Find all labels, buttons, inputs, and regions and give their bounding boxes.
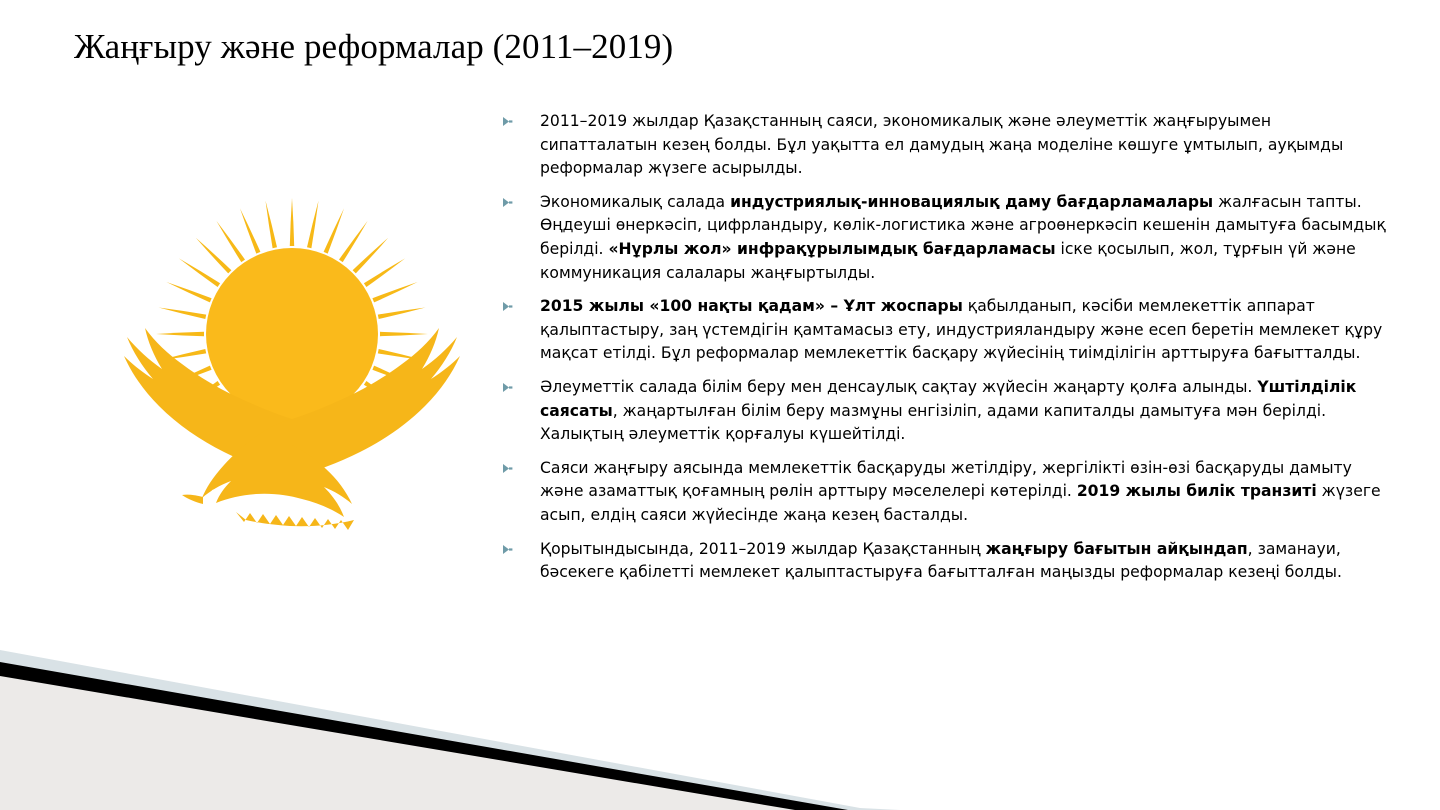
sun-ray <box>380 332 428 336</box>
sun-ray <box>372 282 417 302</box>
bullet-item <box>502 295 1390 366</box>
bullet-text: Әлеуметтік салада білім беру мен денсаулық сақтау жүйесін жаңарту қолға алынды. Үштілділік саясаты, жаңартылған білім беру мазмұны енгізіліп, адами капиталды дамытуға мән берілді. Халықтың әлеуметтік қорғалуы күшейтілді. <box>540 377 1357 444</box>
sun-ray <box>166 282 211 302</box>
deco-band-upper <box>0 650 900 810</box>
bullet-arrow-icon <box>502 295 540 312</box>
sun-ray <box>364 258 405 287</box>
bullet-text: Экономикалық салада индустриялық-инновациялық даму бағдарламалары жалғасын тапты. Өңдеуші өнеркәсіп, цифрландыру, көлік-логистика және агроөнеркәсіп кешенін дамытуға басымдық берілді. «Нұрлы жол» инфрақұрылымдық бағдарламасы іске қосылып, жол, тұрғын үй және коммуникация салалары жаңғыртылды. <box>540 192 1386 282</box>
kazakhstan-flag-emblem-image <box>96 182 488 554</box>
bullet-arrow-icon <box>502 538 540 555</box>
bullet-arrow-icon <box>502 457 540 474</box>
bullet-item <box>502 110 1390 181</box>
bullet-text: Қорытындысында, 2011–2019 жылдар Қазақстанның жаңғыру бағытын айқындап, заманауи, бәсекеге қабілетті мемлекет қалыптастыруға бағытталған маңызды реформалар кезеңі болды. <box>540 539 1342 582</box>
sun-ray <box>339 221 368 262</box>
deco-band-lower <box>0 676 795 810</box>
bullet-item <box>502 538 1390 585</box>
sun-ray <box>159 308 207 320</box>
sun-ray <box>290 198 294 246</box>
body-text-column <box>502 110 1390 585</box>
bullet-text: 2011–2019 жылдар Қазақстанның саяси, экономикалық және әлеуметтік жаңғыруымен сипатталатын кезең болды. Бұл уақытта ел дамудың жаңа моделіне көшуге ұмтылып, ауқымды реформалар жүзеге асырылды. <box>540 112 1344 178</box>
sun-ray <box>378 308 426 320</box>
sun-ray <box>307 201 319 249</box>
bullet-text: Саяси жаңғыру аясында мемлекеттік басқаруды жетілдіру, жергілікті өзін-өзі басқаруды дамыту және азаматтық қоғамның рөлін арттыру мәселелері көтерілді. 2019 жылы билік транзиті жүзеге асып, елдің саяси жүйесінде жаңа кезең басталды. <box>540 458 1381 524</box>
bullet-item <box>502 457 1390 528</box>
page-title: Жаңғыру және реформалар (2011–2019) <box>74 27 674 66</box>
sun-ray <box>266 201 278 249</box>
bullet-item <box>502 191 1390 285</box>
sun-disc <box>206 248 378 420</box>
bullet-arrow-icon <box>502 110 540 127</box>
bullet-text: 2015 жылы «100 нақты қадам» – Ұлт жоспары қабылданып, кәсіби мемлекеттік аппарат қалыптастыру, заң үстемдігін қамтамасыз ету, индустрияландыру және есеп беретін мемлекет құру мақсат етілді. Бұл реформалар мемлекеттік басқару жүйесінің тиімділігін арттыруға бағытталды. <box>540 297 1383 363</box>
bullet-arrow-icon <box>502 376 540 393</box>
sun-ray <box>216 221 245 262</box>
bullet-arrow-icon <box>502 191 540 208</box>
sun-ray <box>240 208 260 253</box>
sun-ray <box>156 332 204 336</box>
diagonal-corner-bands <box>0 590 900 810</box>
deco-band-stripe <box>0 662 848 810</box>
bullet-item <box>502 376 1390 447</box>
sun-ray <box>324 208 344 253</box>
sun-ray <box>179 258 220 287</box>
sun-ray <box>353 238 389 274</box>
sun-ray <box>196 238 232 274</box>
